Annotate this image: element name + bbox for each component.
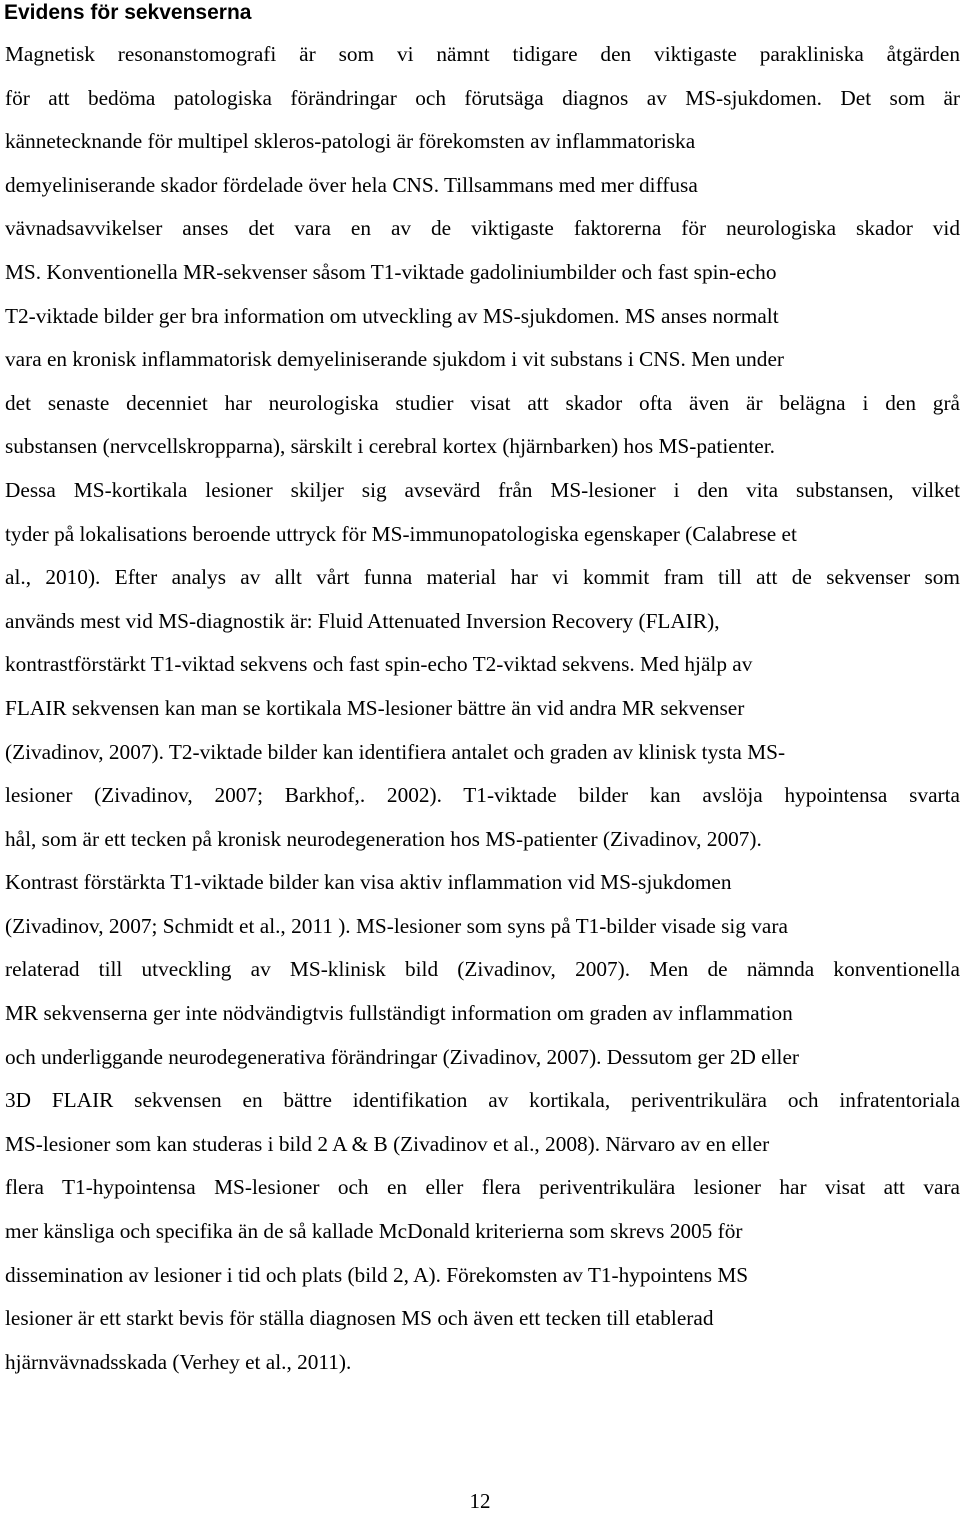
paragraph-line: Kontrast förstärkta T1-viktade bilder kan visa aktiv inflammation vid MS-sjukdomen xyxy=(5,870,732,895)
paragraph-line: hål, som är ett tecken på kronisk neurodegeneration hos MS-patienter (Zivadinov, 2007). xyxy=(5,826,762,851)
paragraph-line: vara en kronisk inflammatorisk demyeliniserande sjukdom i vit substans i CNS. Men under xyxy=(5,347,784,372)
paragraph-line: vävnadsavvikelser anses det vara en av de viktigaste faktorerna för neurologiska skador vid xyxy=(5,216,960,241)
body-paragraph xyxy=(5,33,960,1384)
paragraph-line: kännetecknande för multipel skleros-patologi är förekomsten av inflammatoriska xyxy=(5,129,696,154)
paragraph-line: Dessa MS-kortikala lesioner skiljer sig avsevärd från MS-lesioner i den vita substansen, vilket xyxy=(5,477,960,502)
paragraph-line: MR sekvenserna ger inte nödvändigtvis fullständigt information om graden av inflammation xyxy=(5,1001,793,1026)
paragraph-line: det senaste decenniet har neurologiska studier visat att skador ofta även är belägna i den grå xyxy=(5,390,960,415)
paragraph-line: tyder på lokalisations beroende uttryck för MS-immunopatologiska egenskaper (Calabrese et xyxy=(5,521,797,546)
paragraph-line: dissemination av lesioner i tid och plats (bild 2, A). Förekomsten av T1-hypointens MS xyxy=(5,1262,749,1287)
paragraph-line: flera T1-hypointensa MS-lesioner och en eller flera periventrikulära lesioner har visat att vara xyxy=(5,1175,960,1200)
page-number: 12 xyxy=(469,1489,491,1513)
paragraph-line: Magnetisk resonanstomografi är som vi nämnt tidigare den viktigaste parakliniska åtgärden xyxy=(5,42,960,66)
paragraph-line: al., 2010). Efter analys av allt vårt funna material har vi kommit fram till att de sekvenser som xyxy=(5,565,960,590)
paragraph-line: för att bedöma patologiska förändringar och förutsäga diagnos av MS-sjukdomen. Det som är xyxy=(5,85,960,110)
paragraph-line: (Zivadinov, 2007; Schmidt et al., 2011 ). MS-lesioner som syns på T1-bilder visade sig vara xyxy=(5,913,788,938)
paragraph-line: används mest vid MS-diagnostik är: Fluid Attenuated Inversion Recovery (FLAIR), xyxy=(5,608,720,633)
paragraph-line: relaterad till utveckling av MS-klinisk bild (Zivadinov, 2007). Men de nämnda konventionella xyxy=(5,957,960,982)
paragraph-line: lesioner (Zivadinov, 2007; Barkhof,. 2002). T1-viktade bilder kan avslöja hypointensa svarta xyxy=(5,783,960,808)
section-heading: Evidens för sekvenserna xyxy=(4,1,252,24)
paragraph-line: MS. Konventionella MR-sekvenser såsom T1-viktade gadoliniumbilder och fast spin-echo xyxy=(5,259,777,284)
paragraph-line: kontrastförstärkt T1-viktad sekvens och fast spin-echo T2-viktad sekvens. Med hjälp av xyxy=(5,652,753,677)
paragraph-line: substansen (nervcellskropparna), särskilt i cerebral kortex (hjärnbarken) hos MS-patienter. xyxy=(5,434,775,459)
paragraph-line: och underliggande neurodegenerativa förändringar (Zivadinov, 2007). Dessutom ger 2D eller xyxy=(5,1044,800,1069)
paragraph-line: 3D FLAIR sekvensen en bättre identifikation av kortikala, periventrikulära och infratentoriala xyxy=(5,1088,960,1113)
paragraph-line: hjärnvävnadsskada (Verhey et al., 2011). xyxy=(5,1349,352,1374)
paragraph-line: T2-viktade bilder ger bra information om utveckling av MS-sjukdomen. MS anses normalt xyxy=(5,303,779,328)
paragraph-line: (Zivadinov, 2007). T2-viktade bilder kan identifiera antalet och graden av klinisk tysta MS- xyxy=(5,739,786,764)
paragraph-line: lesioner är ett starkt bevis för ställa diagnosen MS och även ett tecken till etablerad xyxy=(5,1306,714,1331)
paragraph-line: MS-lesioner som kan studeras i bild 2 A & B (Zivadinov et al., 2008). Närvaro av en eller xyxy=(5,1131,770,1156)
paragraph-line: demyeliniserande skador fördelade över hela CNS. Tillsammans med mer diffusa xyxy=(5,172,698,197)
paragraph-line: FLAIR sekvensen kan man se kortikala MS-lesioner bättre än vid andra MR sekvenser xyxy=(5,695,745,720)
paragraph-line: mer känsliga och specifika än de så kallade McDonald kriterierna som skrevs 2005 för xyxy=(5,1219,743,1244)
